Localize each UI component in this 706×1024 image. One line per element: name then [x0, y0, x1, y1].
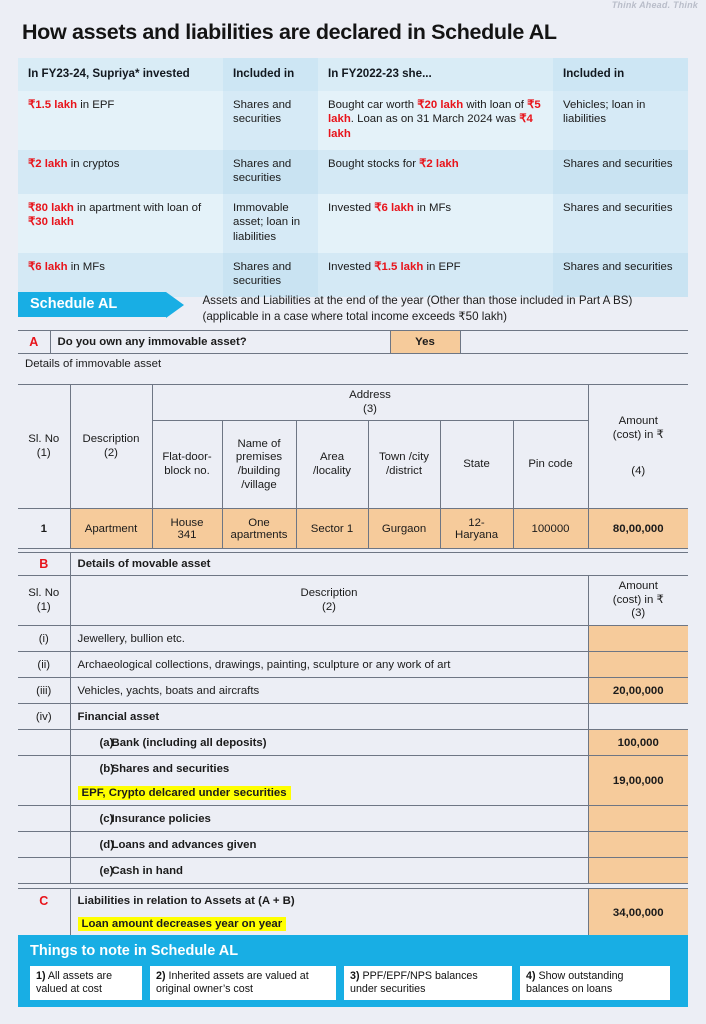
section-b-title-row — [18, 553, 688, 576]
comparison-cell-prior-year: Bought car worth ₹20 lakh with loan of ₹5 lakh. Loan as on 31 March 2024 was ₹4 lakh — [318, 91, 553, 150]
note-item-3 — [344, 966, 512, 1000]
col-header-amount-b: Amount (cost) in ₹ (3) — [588, 576, 688, 626]
comparison-header-included-1: Included in — [223, 58, 318, 91]
cell-amount-i[interactable] — [588, 626, 688, 652]
highlight-note-row-b — [18, 782, 688, 806]
cell-financial-c — [70, 806, 588, 832]
schedule-al-tag: Schedule AL — [18, 292, 166, 317]
comparison-cell-invested: ₹6 lakh in MFs — [18, 253, 223, 297]
col-header-description: Description (2) — [70, 385, 152, 509]
financial-amount-e[interactable] — [588, 858, 688, 884]
financial-asset-row — [18, 806, 688, 832]
section-a-subtitle: Details of immovable asset — [18, 354, 688, 375]
cell-desc-iii: Vehicles, yachts, boats and aircrafts — [70, 678, 588, 704]
comparison-row — [18, 194, 688, 253]
immovable-data-row — [18, 509, 688, 549]
financial-amount-d[interactable] — [588, 832, 688, 858]
cell-sl-iii: (iii) — [18, 678, 70, 704]
comparison-cell-included-a: Shares and securities — [223, 253, 318, 297]
col-header-description-b: Description (2) — [70, 576, 588, 626]
comparison-cell-included-a: Shares and securities — [223, 91, 318, 150]
financial-asset-row — [18, 730, 688, 756]
section-c-table — [18, 888, 688, 937]
section-c-letter: C — [18, 889, 70, 913]
financial-asset-row — [18, 858, 688, 884]
cell-amount[interactable]: 80,00,000 — [588, 509, 688, 549]
col-header-flat: Flat-door-block no. — [152, 421, 222, 509]
cell-financial-b — [70, 756, 588, 782]
schedule-description: Assets and Liabilities at the end of the year (Other than those included in Part A BS) (applicable in a case where total income exceeds ₹50 lakh) — [202, 294, 633, 323]
financial-desc-e: Cash in hand — [111, 864, 184, 877]
col-header-premises: Name of premises /building /village — [222, 421, 296, 509]
section-b-table — [18, 552, 688, 884]
note-number-1: 1) — [36, 970, 46, 982]
comparison-cell-invested: ₹1.5 lakh in EPF — [18, 91, 223, 150]
comparison-cell-included-b: Shares and securities — [553, 194, 688, 253]
cell-pin[interactable]: 100000 — [513, 509, 588, 549]
comparison-row — [18, 91, 688, 150]
schedule-banner — [18, 292, 688, 325]
comparison-cell-prior-year: Bought stocks for ₹2 lakh — [318, 150, 553, 194]
section-a-answer[interactable]: Yes — [390, 331, 460, 354]
highlight-note-loan: Loan amount decreases year on year — [78, 917, 287, 931]
note-item-4 — [520, 966, 670, 1000]
cell-sl-iv: (iv) — [18, 704, 70, 730]
section-b-header-row — [18, 576, 688, 626]
financial-label-b: (b) — [99, 762, 115, 775]
cell-desc-ii: Archaeological collections, drawings, painting, sculpture or any work of art — [70, 652, 588, 678]
financial-desc-b: Shares and securities — [111, 762, 230, 775]
col-header-pin: Pin code — [513, 421, 588, 509]
cell-blank-d — [18, 832, 70, 858]
cell-highlight-note-loan — [70, 913, 588, 937]
cell-amount-ii[interactable] — [588, 652, 688, 678]
comparison-cell-included-a: Immovable asset; loan in liabilities — [223, 194, 318, 253]
financial-amount-b[interactable]: 19,00,000 — [588, 756, 688, 806]
comparison-cell-included-b: Shares and securities — [553, 253, 688, 297]
cell-financial-e — [70, 858, 588, 884]
movable-row — [18, 678, 688, 704]
col-header-address: Address (3) — [152, 385, 588, 421]
financial-desc-d: Loans and advances given — [111, 838, 257, 851]
financial-amount-c[interactable] — [588, 806, 688, 832]
things-to-note-title: Things to note in Schedule AL — [30, 943, 239, 959]
cell-amount-iii[interactable]: 20,00,000 — [588, 678, 688, 704]
comparison-cell-prior-year: Invested ₹1.5 lakh in EPF — [318, 253, 553, 297]
cell-description[interactable]: Apartment — [70, 509, 152, 549]
movable-row — [18, 626, 688, 652]
cell-sl-i: (i) — [18, 626, 70, 652]
note-number-3: 3) — [350, 970, 360, 982]
movable-row — [18, 652, 688, 678]
comparison-cell-included-b: Vehicles; loan in liabilities — [553, 91, 688, 150]
financial-amount-a[interactable]: 100,000 — [588, 730, 688, 756]
financial-label-e: (e) — [99, 864, 114, 877]
cell-blank-a — [18, 730, 70, 756]
financial-label-d: (d) — [99, 838, 115, 851]
section-a-subtitle-row — [18, 354, 688, 375]
financial-label-c: (c) — [99, 812, 114, 825]
comparison-header-row — [18, 58, 688, 91]
note-number-4: 4) — [526, 970, 536, 982]
note-text-3: PPF/EPF/NPS balances under securities — [350, 970, 478, 995]
note-item-1 — [30, 966, 142, 1000]
page-title: How assets and liabilities are declared in Schedule AL — [22, 20, 557, 44]
comparison-cell-invested: ₹80 lakh in apartment with loan of ₹30 lakh — [18, 194, 223, 253]
cell-sl-ii: (ii) — [18, 652, 70, 678]
highlight-note-row-c — [18, 913, 688, 937]
cell-amount-iv — [588, 704, 688, 730]
things-to-note-panel — [18, 935, 688, 1007]
section-c-title-row — [18, 889, 688, 913]
comparison-cell-prior-year: Invested ₹6 lakh in MFs — [318, 194, 553, 253]
comparison-cell-invested: ₹2 lakh in cryptos — [18, 150, 223, 194]
section-a-letter: A — [18, 331, 50, 354]
col-header-amount: Amount (cost) in ₹ (4) — [588, 385, 688, 509]
comparison-table — [18, 58, 688, 297]
section-a-question-row — [18, 331, 688, 354]
cell-financial-a — [70, 730, 588, 756]
section-a-table — [18, 330, 688, 374]
financial-asset-row — [18, 756, 688, 782]
cell-desc-iv: Financial asset — [70, 704, 588, 730]
cell-desc-i: Jewellery, bullion etc. — [70, 626, 588, 652]
col-header-town: Town /city /district — [368, 421, 440, 509]
col-header-sl-no-b: Sl. No (1) — [18, 576, 70, 626]
note-number-2: 2) — [156, 970, 166, 982]
section-a-spacer — [460, 331, 688, 354]
cell-blank-c — [18, 806, 70, 832]
cell-blank-b — [18, 756, 70, 782]
note-text-2: Inherited assets are valued at original owner’s cost — [156, 970, 309, 995]
movable-row — [18, 704, 688, 730]
highlight-note-securities: EPF, Crypto delcared under securities — [78, 786, 291, 800]
note-text-4: Show outstanding balances on loans — [526, 970, 624, 995]
cell-blank-c-note — [18, 913, 70, 937]
cell-blank-note — [18, 782, 70, 806]
col-header-area: Area /locality — [296, 421, 368, 509]
col-header-state: State — [440, 421, 513, 509]
publisher-watermark: Think Ahead. Think — [611, 0, 698, 10]
comparison-header-fy2324: In FY23-24, Supriya* invested — [28, 67, 190, 80]
financial-label-a: (a) — [99, 736, 114, 749]
section-b-title: Details of movable asset — [70, 553, 688, 576]
section-c-title: Liabilities in relation to Assets at (A + B) — [70, 889, 588, 913]
cell-town[interactable]: Gurgaon — [368, 509, 440, 549]
financial-desc-c: Insurance policies — [111, 812, 211, 825]
comparison-header-fy2223: In FY2022-23 she... — [328, 67, 432, 80]
comparison-cell-included-b: Shares and securities — [553, 150, 688, 194]
comparison-row — [18, 253, 688, 297]
cell-flat[interactable]: House 341 — [152, 509, 222, 549]
note-text-1: All assets are valued at cost — [36, 970, 113, 995]
financial-asset-row — [18, 832, 688, 858]
col-header-sl-no: Sl. No (1) — [18, 385, 70, 509]
immovable-header-row-1 — [18, 385, 688, 421]
cell-state[interactable]: 12-Haryana — [440, 509, 513, 549]
immovable-asset-table — [18, 384, 688, 549]
cell-highlight-note — [70, 782, 588, 806]
cell-sl-no: 1 — [18, 509, 70, 549]
cell-premises[interactable]: One apartments — [222, 509, 296, 549]
cell-blank-e — [18, 858, 70, 884]
cell-area[interactable]: Sector 1 — [296, 509, 368, 549]
financial-desc-a: Bank (including all deposits) — [111, 736, 267, 749]
section-c-amount[interactable]: 34,00,000 — [588, 889, 688, 937]
cell-financial-d — [70, 832, 588, 858]
comparison-header-included-2: Included in — [553, 58, 688, 91]
comparison-row — [18, 150, 688, 194]
comparison-cell-included-a: Shares and securities — [223, 150, 318, 194]
section-a-question: Do you own any immovable asset? — [50, 331, 390, 354]
things-to-note-list — [30, 966, 678, 1000]
section-b-letter: B — [18, 553, 70, 576]
note-item-2 — [150, 966, 336, 1000]
